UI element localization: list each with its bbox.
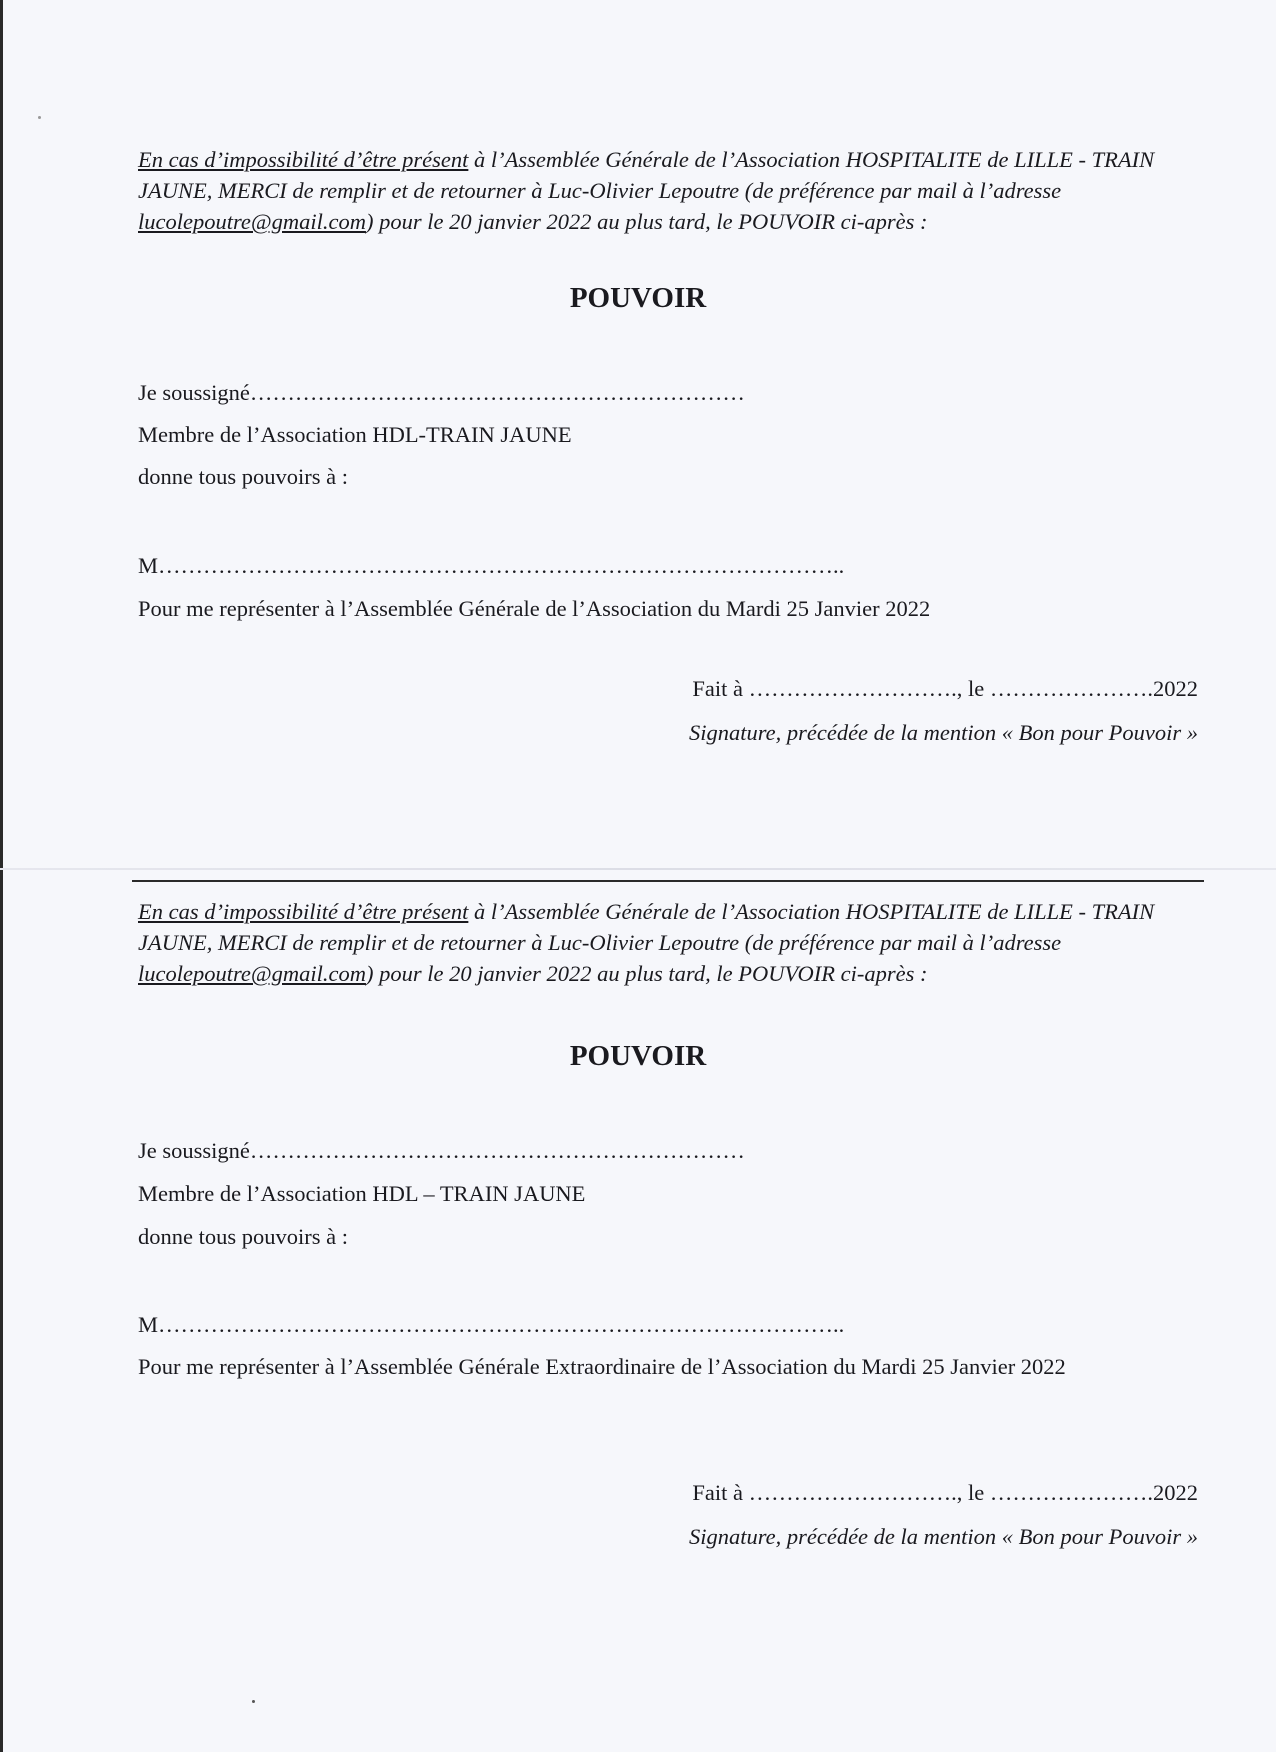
undersigned-field[interactable]: Je soussigné………………………………………………………… <box>138 1138 745 1163</box>
signature-label: Signature, précédée de la mention « Bon pour Pouvoir » <box>688 1524 1198 1549</box>
separator-rule <box>132 880 1204 882</box>
intro-text-2: ) pour le 20 janvier 2022 au plus tard, le POUVOIR ci-après : <box>365 209 928 234</box>
place-date-field[interactable]: Fait à ………………………., le ………………….2022 <box>692 1480 1198 1505</box>
represent-line: Pour me représenter à l’Assemblée Générale de l’Association du Mardi 25 Janvier 2022 <box>138 596 931 621</box>
scan-left-edge <box>0 0 3 1752</box>
proxy-name-field[interactable]: M……………………………………………………………………………….. <box>138 1312 845 1337</box>
intro-text-2: ) pour le 20 janvier 2022 au plus tard, le POUVOIR ci-après : <box>365 961 928 986</box>
member-line: Membre de l’Association HDL-TRAIN JAUNE <box>138 422 572 447</box>
signature-label: Signature, précédée de la mention « Bon pour Pouvoir » <box>688 720 1198 745</box>
page-fold <box>0 868 1276 870</box>
form-title: POUVOIR <box>569 282 707 314</box>
place-date-field[interactable]: Fait à ………………………., le ………………….2022 <box>692 676 1198 701</box>
intro-text-1: à l’Assemblée Générale de l’Association HOSPITALITE de LILLE - TRAIN JAUNE, MERCI de remplir et de retourner à Luc-Olivier Lepoutre (de préférence par mail à l’adresse <box>138 147 1155 203</box>
member-line: Membre de l’Association HDL – TRAIN JAUNE <box>138 1181 586 1206</box>
intro-paragraph <box>138 144 1218 237</box>
represent-line: Pour me représenter à l’Assemblée Générale Extraordinaire de l’Association du Mardi 25 Janvier 2022 <box>138 1354 1066 1379</box>
intro-underlined: En cas d’impossibilité d’être présent <box>138 899 469 924</box>
gives-powers-line: donne tous pouvoirs à : <box>138 1224 348 1249</box>
intro-underlined: En cas d’impossibilité d’être présent <box>138 147 469 172</box>
form-title: POUVOIR <box>569 1040 707 1072</box>
gives-powers-line: donne tous pouvoirs à : <box>138 464 348 489</box>
intro-paragraph <box>138 896 1218 989</box>
intro-text-1: à l’Assemblée Générale de l’Association HOSPITALITE de LILLE - TRAIN JAUNE, MERCI de remplir et de retourner à Luc-Olivier Lepoutre (de préférence par mail à l’adresse <box>138 899 1155 955</box>
scan-speck <box>38 116 41 119</box>
scan-speck <box>252 1700 255 1703</box>
undersigned-field[interactable]: Je soussigné………………………………………………………… <box>138 380 745 405</box>
email-link[interactable]: lucolepoutre@gmail.com <box>138 961 366 986</box>
proxy-name-field[interactable]: M……………………………………………………………………………….. <box>138 553 845 578</box>
email-link[interactable]: lucolepoutre@gmail.com <box>138 209 366 234</box>
